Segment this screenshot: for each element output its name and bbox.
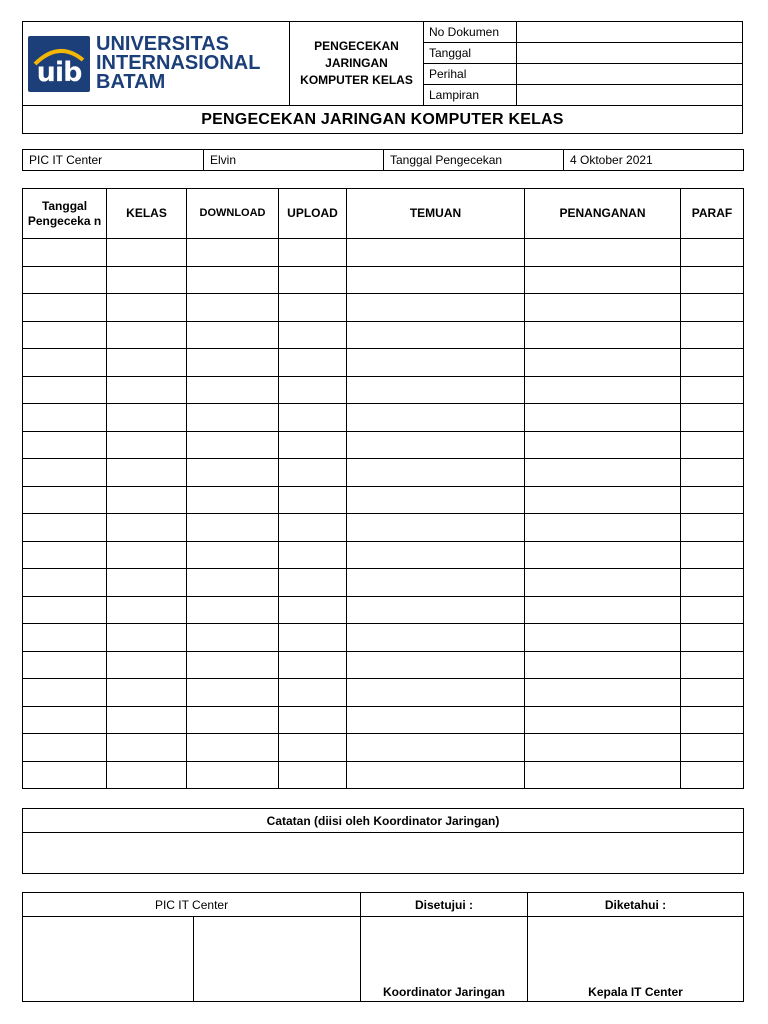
table-row	[23, 431, 744, 459]
table-cell[interactable]	[107, 294, 187, 322]
table-cell[interactable]	[187, 624, 279, 652]
table-cell[interactable]	[525, 761, 681, 789]
table-cell[interactable]	[347, 569, 525, 597]
table-row	[23, 761, 744, 789]
table-cell[interactable]	[279, 294, 347, 322]
table-cell[interactable]	[23, 266, 107, 294]
table-cell[interactable]	[681, 761, 744, 789]
table-cell[interactable]	[347, 706, 525, 734]
table-row	[23, 266, 744, 294]
pic-signature-header: PIC IT Center	[23, 893, 361, 917]
table-cell[interactable]	[525, 266, 681, 294]
pic-signature-box[interactable]	[23, 917, 194, 1002]
table-cell[interactable]	[681, 459, 744, 487]
table-cell[interactable]	[681, 514, 744, 542]
pic-value: Elvin	[204, 150, 384, 171]
table-cell[interactable]	[23, 761, 107, 789]
table-cell[interactable]	[107, 321, 187, 349]
table-cell[interactable]	[525, 294, 681, 322]
table-cell[interactable]	[681, 651, 744, 679]
table-cell[interactable]	[279, 431, 347, 459]
table-cell[interactable]	[525, 706, 681, 734]
table-cell[interactable]	[187, 431, 279, 459]
table-cell[interactable]	[681, 706, 744, 734]
signature-section	[22, 892, 744, 1002]
table-cell[interactable]	[107, 349, 187, 377]
table-cell[interactable]	[23, 321, 107, 349]
approver-signature-box[interactable]	[361, 917, 528, 1002]
table-cell[interactable]	[107, 679, 187, 707]
table-cell[interactable]	[107, 596, 187, 624]
table-cell[interactable]	[107, 431, 187, 459]
uib-logo-icon	[28, 36, 90, 92]
approved-header: Disetujui :	[361, 893, 528, 917]
table-cell[interactable]	[347, 541, 525, 569]
table-row	[23, 679, 744, 707]
table-row	[23, 624, 744, 652]
check-log-table	[22, 188, 744, 789]
table-cell[interactable]	[681, 596, 744, 624]
meta-value-tanggal[interactable]	[517, 43, 743, 64]
table-cell[interactable]	[525, 679, 681, 707]
table-cell[interactable]	[681, 376, 744, 404]
university-name-line: UNIVERSITAS	[96, 33, 229, 55]
table-cell[interactable]	[347, 486, 525, 514]
table-cell[interactable]	[681, 349, 744, 377]
pic-signature-box[interactable]	[194, 917, 361, 1002]
table-cell[interactable]	[279, 651, 347, 679]
table-cell[interactable]	[23, 349, 107, 377]
table-cell[interactable]	[525, 541, 681, 569]
form-title-line: PENGECEKAN	[314, 39, 399, 53]
table-cell[interactable]	[187, 486, 279, 514]
table-header-row	[23, 189, 744, 239]
table-cell[interactable]	[107, 761, 187, 789]
pic-info-row	[22, 149, 744, 171]
logo-cell	[23, 22, 290, 106]
table-cell[interactable]	[681, 239, 744, 267]
table-cell[interactable]	[279, 706, 347, 734]
table-cell[interactable]	[279, 239, 347, 267]
table-cell[interactable]	[107, 514, 187, 542]
table-row	[23, 239, 744, 267]
table-cell[interactable]	[279, 266, 347, 294]
table-cell[interactable]	[525, 459, 681, 487]
table-cell[interactable]	[187, 706, 279, 734]
table-cell[interactable]	[23, 486, 107, 514]
table-row	[23, 734, 744, 762]
university-name-line: INTERNASIONAL	[96, 52, 261, 74]
table-row	[23, 651, 744, 679]
table-cell[interactable]	[681, 266, 744, 294]
table-cell[interactable]	[187, 761, 279, 789]
pic-label: PIC IT Center	[23, 150, 204, 171]
table-cell[interactable]	[187, 404, 279, 432]
table-cell[interactable]	[347, 321, 525, 349]
table-cell[interactable]	[23, 541, 107, 569]
meta-label-no-dokumen: No Dokumen	[424, 22, 517, 43]
table-cell[interactable]	[187, 651, 279, 679]
table-cell[interactable]	[681, 404, 744, 432]
table-cell[interactable]	[107, 266, 187, 294]
table-cell[interactable]	[525, 624, 681, 652]
table-cell[interactable]	[525, 404, 681, 432]
table-cell[interactable]	[23, 239, 107, 267]
table-cell[interactable]	[681, 541, 744, 569]
table-cell[interactable]	[107, 706, 187, 734]
table-cell[interactable]	[347, 431, 525, 459]
table-cell[interactable]	[23, 294, 107, 322]
table-cell[interactable]	[23, 569, 107, 597]
table-row	[23, 321, 744, 349]
table-cell[interactable]	[525, 239, 681, 267]
table-cell[interactable]	[279, 514, 347, 542]
table-row	[23, 376, 744, 404]
notes-field[interactable]	[23, 833, 744, 874]
table-cell[interactable]	[23, 514, 107, 542]
table-cell[interactable]	[525, 321, 681, 349]
table-cell[interactable]	[347, 459, 525, 487]
table-row	[23, 486, 744, 514]
document-title: PENGECEKAN JARINGAN KOMPUTER KELAS	[23, 106, 743, 134]
table-cell[interactable]	[23, 706, 107, 734]
table-cell[interactable]	[107, 734, 187, 762]
table-cell[interactable]	[23, 624, 107, 652]
table-row	[23, 596, 744, 624]
table-cell[interactable]	[187, 321, 279, 349]
column-header: UPLOAD	[279, 189, 347, 239]
table-cell[interactable]	[279, 349, 347, 377]
table-row	[23, 514, 744, 542]
acknowledger-role: Kepala IT Center	[588, 985, 683, 999]
table-cell[interactable]	[347, 404, 525, 432]
acknowledged-header: Diketahui :	[528, 893, 744, 917]
table-cell[interactable]	[107, 486, 187, 514]
table-cell[interactable]	[525, 349, 681, 377]
table-cell[interactable]	[681, 624, 744, 652]
table-cell[interactable]	[107, 459, 187, 487]
table-cell[interactable]	[347, 761, 525, 789]
table-cell[interactable]	[525, 514, 681, 542]
table-cell[interactable]	[347, 294, 525, 322]
table-cell[interactable]	[525, 376, 681, 404]
table-cell[interactable]	[187, 514, 279, 542]
table-row	[23, 294, 744, 322]
table-cell[interactable]	[23, 404, 107, 432]
table-cell[interactable]	[107, 569, 187, 597]
column-header: TEMUAN	[347, 189, 525, 239]
table-cell[interactable]	[107, 541, 187, 569]
meta-label-perihal: Perihal	[424, 64, 517, 85]
table-cell[interactable]	[279, 459, 347, 487]
column-header: PENANGANAN	[525, 189, 681, 239]
table-cell[interactable]	[187, 376, 279, 404]
table-cell[interactable]	[681, 569, 744, 597]
table-cell[interactable]	[279, 321, 347, 349]
column-header: KELAS	[107, 189, 187, 239]
table-cell[interactable]	[279, 541, 347, 569]
form-title-line: KOMPUTER KELAS	[300, 73, 413, 87]
table-cell[interactable]	[681, 486, 744, 514]
meta-value-perihal[interactable]	[517, 64, 743, 85]
table-cell[interactable]	[279, 624, 347, 652]
table-cell[interactable]	[279, 569, 347, 597]
table-cell[interactable]	[187, 679, 279, 707]
form-title-line: JARINGAN	[325, 56, 388, 70]
table-cell[interactable]	[279, 596, 347, 624]
check-date-label: Tanggal Pengecekan	[384, 150, 564, 171]
table-cell[interactable]	[187, 596, 279, 624]
table-cell[interactable]	[107, 624, 187, 652]
table-cell[interactable]	[107, 239, 187, 267]
table-cell[interactable]	[347, 514, 525, 542]
meta-label-tanggal: Tanggal	[424, 43, 517, 64]
table-cell[interactable]	[23, 596, 107, 624]
table-cell[interactable]	[347, 349, 525, 377]
university-name-line: BATAM	[96, 71, 166, 93]
table-cell[interactable]	[279, 486, 347, 514]
document-header	[22, 21, 743, 134]
table-cell[interactable]	[279, 761, 347, 789]
table-cell[interactable]	[347, 679, 525, 707]
table-cell[interactable]	[279, 404, 347, 432]
table-cell[interactable]	[279, 376, 347, 404]
table-cell[interactable]	[279, 734, 347, 762]
table-cell[interactable]	[187, 349, 279, 377]
table-cell[interactable]	[681, 431, 744, 459]
table-row	[23, 541, 744, 569]
table-cell[interactable]	[525, 569, 681, 597]
table-cell[interactable]	[187, 459, 279, 487]
notes-title: Catatan (diisi oleh Koordinator Jaringan)	[23, 809, 744, 833]
table-cell[interactable]	[23, 376, 107, 404]
table-cell[interactable]	[107, 404, 187, 432]
column-header: PARAF	[681, 189, 744, 239]
table-cell[interactable]	[347, 734, 525, 762]
table-cell[interactable]	[187, 541, 279, 569]
table-cell[interactable]	[107, 651, 187, 679]
approver-role: Koordinator Jaringan	[383, 985, 506, 999]
table-cell[interactable]	[525, 734, 681, 762]
table-cell[interactable]	[107, 376, 187, 404]
form-title	[290, 22, 424, 106]
table-cell[interactable]	[681, 321, 744, 349]
table-cell[interactable]	[525, 431, 681, 459]
table-cell[interactable]	[23, 734, 107, 762]
table-cell[interactable]	[681, 679, 744, 707]
table-cell[interactable]	[187, 266, 279, 294]
table-row	[23, 706, 744, 734]
table-cell[interactable]	[23, 431, 107, 459]
university-name	[96, 35, 260, 92]
table-cell[interactable]	[347, 266, 525, 294]
table-cell[interactable]	[187, 239, 279, 267]
meta-value-lampiran[interactable]	[517, 85, 743, 106]
table-cell[interactable]	[347, 651, 525, 679]
table-cell[interactable]	[681, 734, 744, 762]
table-cell[interactable]	[187, 569, 279, 597]
check-date-value: 4 Oktober 2021	[564, 150, 744, 171]
table-cell[interactable]	[23, 679, 107, 707]
table-cell[interactable]	[347, 624, 525, 652]
meta-label-lampiran: Lampiran	[424, 85, 517, 106]
table-row	[23, 349, 744, 377]
table-cell[interactable]	[347, 376, 525, 404]
table-row	[23, 404, 744, 432]
table-cell[interactable]	[525, 486, 681, 514]
meta-value-no-dokumen[interactable]	[517, 22, 743, 43]
table-cell[interactable]	[681, 294, 744, 322]
table-cell[interactable]	[279, 679, 347, 707]
table-row	[23, 459, 744, 487]
table-cell[interactable]	[525, 651, 681, 679]
logo-text: uib	[36, 56, 82, 88]
column-header: Tanggal Pengeceka n	[23, 189, 107, 239]
table-row	[23, 569, 744, 597]
acknowledger-signature-box[interactable]	[528, 917, 744, 1002]
table-cell[interactable]	[347, 596, 525, 624]
table-cell[interactable]	[347, 239, 525, 267]
table-cell[interactable]	[187, 734, 279, 762]
table-cell[interactable]	[23, 651, 107, 679]
table-cell[interactable]	[187, 294, 279, 322]
table-cell[interactable]	[525, 596, 681, 624]
table-cell[interactable]	[23, 459, 107, 487]
notes-section	[22, 808, 744, 874]
column-header: DOWNLOAD	[187, 189, 279, 239]
